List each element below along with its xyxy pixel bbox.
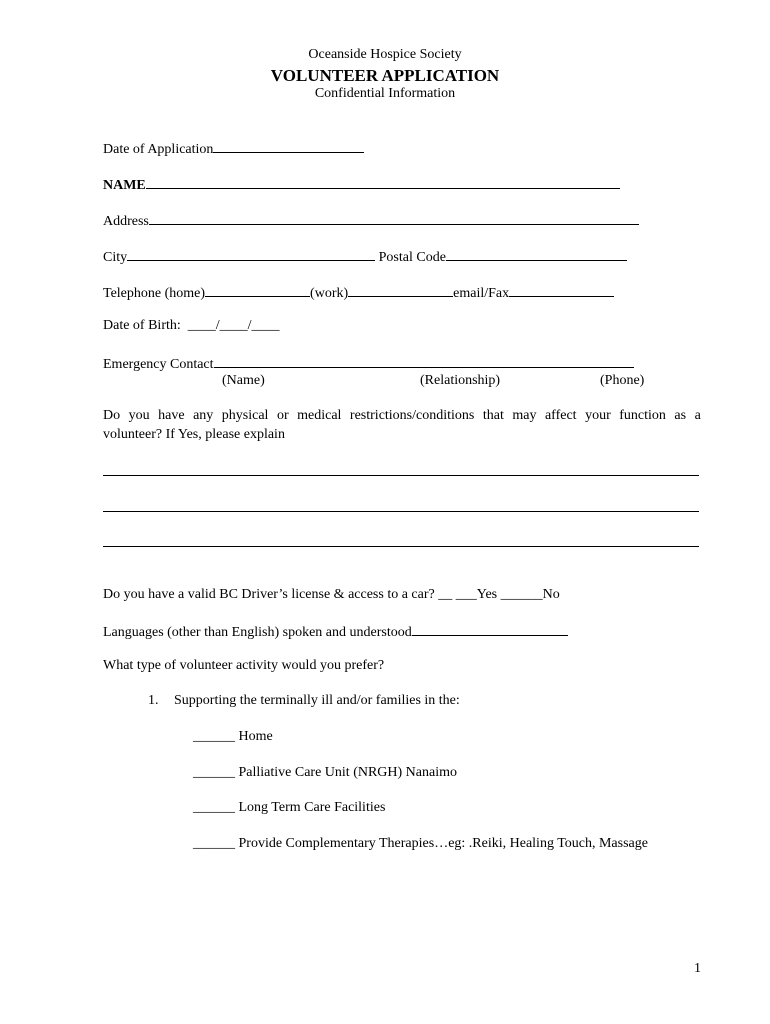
email-fax-label: email/Fax [453, 286, 510, 301]
medical-question-word: any [193, 408, 214, 423]
medical-question-word: that [482, 408, 504, 423]
medical-question-word: a [694, 408, 701, 423]
activity-item-1-text: Supporting the terminally ill and/or families in the: [174, 693, 460, 708]
explanation-line-1[interactable] [103, 475, 699, 476]
explanation-line-2[interactable] [103, 511, 699, 512]
email-fax-blank[interactable] [509, 284, 614, 297]
name-blank[interactable] [146, 176, 620, 189]
languages-blank[interactable] [412, 623, 568, 636]
medical-question-line1 [103, 409, 701, 423]
address-label: Address [103, 214, 149, 229]
medical-question-word: function [619, 408, 666, 423]
drivers-license-no-label: No [542, 587, 560, 602]
medical-question-word: or [276, 408, 289, 423]
address-blank[interactable] [149, 212, 639, 225]
activity-question: What type of volunteer activity would you prefer? [103, 658, 385, 673]
activity-option-long-term-care [193, 801, 385, 815]
telephone-home-label: Telephone (home) [103, 286, 206, 301]
explanation-line-3[interactable] [103, 546, 699, 547]
activity-option-blank[interactable]: ______ [193, 729, 235, 744]
city-postal-row [103, 248, 627, 265]
drivers-license-no-blank[interactable]: ______ [500, 587, 543, 602]
medical-question-line2: volunteer? If Yes, please explain [103, 427, 285, 442]
date-of-birth-row [103, 319, 280, 333]
date-of-application-label: Date of Application [103, 142, 214, 157]
activity-option-blank[interactable]: ______ [193, 800, 235, 815]
activity-option-home [193, 730, 273, 744]
activity-option-label: Home [238, 729, 273, 744]
activity-option-blank[interactable]: ______ [193, 765, 235, 780]
activity-option-blank[interactable]: ______ [193, 836, 235, 851]
telephone-work-blank[interactable] [348, 284, 453, 297]
medical-question-word: physical [221, 408, 269, 423]
activity-option-complementary-therapies [193, 837, 648, 851]
page-number: 1 [694, 961, 701, 976]
medical-question-word: have [158, 408, 185, 423]
city-blank[interactable] [127, 248, 375, 261]
date-of-application-blank[interactable] [213, 140, 364, 153]
address-row [103, 212, 639, 229]
activity-option-label: Long Term Care Facilities [238, 800, 386, 815]
telephone-row [103, 284, 614, 301]
date-of-birth-blanks[interactable]: ____/____/____ [187, 318, 280, 333]
activity-option-palliative-care [193, 766, 457, 780]
emergency-contact-relationship-caption: (Relationship) [420, 373, 501, 388]
postal-code-label: Postal Code [378, 250, 446, 265]
emergency-contact-phone-caption: (Phone) [600, 373, 645, 388]
activity-item-1-number: 1. [148, 693, 159, 708]
medical-question-word: as [674, 408, 687, 423]
drivers-license-yes-blank[interactable]: __ ___ [438, 587, 477, 602]
emergency-contact-blank[interactable] [214, 355, 634, 368]
emergency-contact-row [103, 355, 634, 372]
postal-code-blank[interactable] [446, 248, 627, 261]
medical-question-word: may [512, 408, 537, 423]
name-row [103, 176, 620, 193]
city-label: City [103, 250, 128, 265]
medical-question-word: you [128, 408, 150, 423]
drivers-license-question: Do you have a valid BC Driver’s license & access to a car? [103, 587, 435, 602]
medical-question-word: medical [297, 408, 342, 423]
emergency-contact-label: Emergency Contact [103, 357, 214, 372]
drivers-license-row [103, 588, 560, 602]
activity-option-label: Palliative Care Unit (NRGH) Nanaimo [238, 765, 458, 780]
languages-label: Languages (other than English) spoken and understood [103, 625, 412, 640]
date-of-application-row [103, 140, 364, 157]
medical-question-word: restrictions/conditions [349, 408, 475, 423]
medical-question-word: affect [544, 408, 577, 423]
organization-name: Oceanside Hospice Society [308, 47, 462, 62]
medical-question-word: Do [103, 408, 121, 423]
telephone-home-blank[interactable] [205, 284, 310, 297]
languages-row [103, 623, 568, 640]
work-label: (work) [310, 286, 349, 301]
drivers-license-yes-label: Yes [476, 587, 498, 602]
activity-option-label: Provide Complementary Therapies…eg: .Reiki, Healing Touch, Massage [238, 836, 648, 851]
medical-question-word: your [585, 408, 611, 423]
emergency-contact-name-caption: (Name) [222, 373, 265, 388]
date-of-birth-label: Date of Birth: [103, 318, 181, 333]
document-title: VOLUNTEER APPLICATION [270, 66, 500, 85]
name-label: NAME [103, 178, 146, 193]
document-subtitle: Confidential Information [314, 86, 456, 101]
